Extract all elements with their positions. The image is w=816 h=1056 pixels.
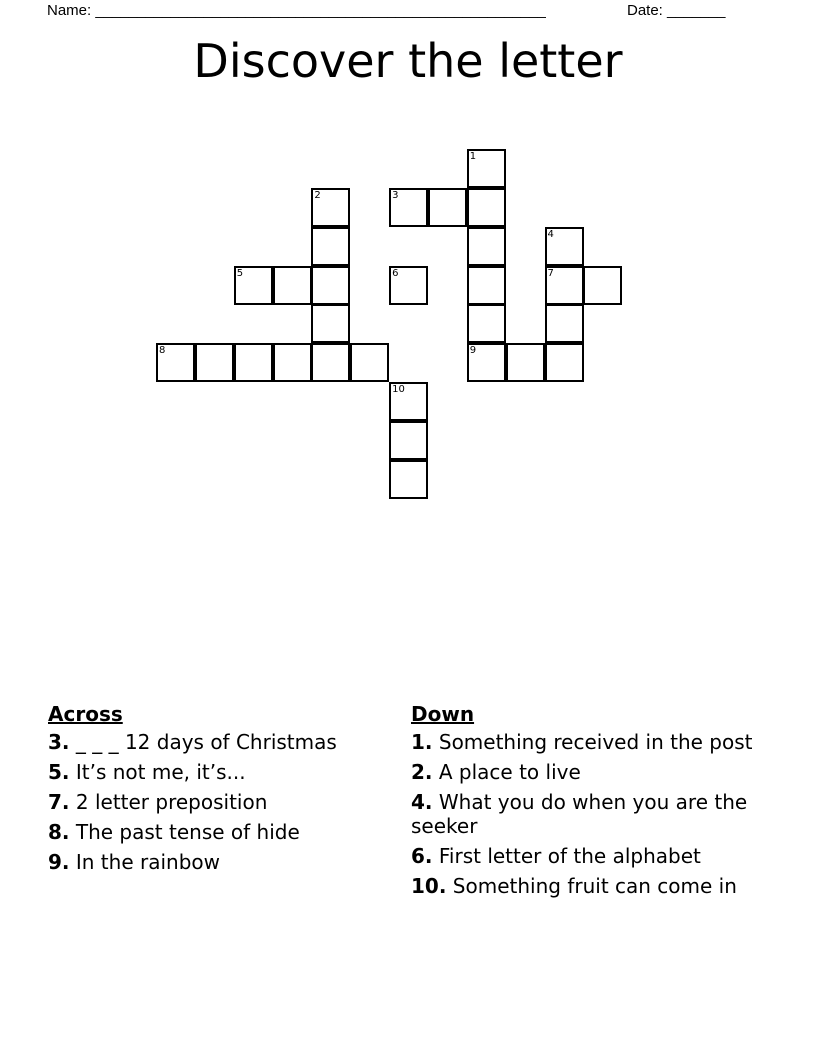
grid-cell[interactable] <box>467 188 506 227</box>
grid-cell[interactable] <box>545 266 584 305</box>
grid-cell[interactable] <box>311 343 350 382</box>
grid-cell[interactable] <box>545 227 584 266</box>
clue-text: It’s not me, it’s... <box>69 760 246 784</box>
clue-number: 4. <box>411 790 433 814</box>
clue-text: Something fruit can come in <box>446 874 737 898</box>
grid-cell[interactable] <box>311 227 350 266</box>
grid-cell[interactable] <box>234 266 273 305</box>
clue-number: 8. <box>48 820 70 844</box>
clue-across-7 <box>48 790 388 814</box>
clue-number: 3. <box>48 730 70 754</box>
across-clues <box>48 702 388 880</box>
grid-cell[interactable] <box>545 304 584 343</box>
grid-cell[interactable] <box>311 304 350 343</box>
date-field-label: Date: _______ <box>627 2 726 19</box>
clue-down-2 <box>411 760 761 784</box>
cell-number: 5 <box>236 267 244 279</box>
grid-cell[interactable] <box>195 343 234 382</box>
clue-across-8 <box>48 820 388 844</box>
cell-number: 10 <box>392 384 405 396</box>
clue-number: 2. <box>411 760 433 784</box>
clue-number: 7. <box>48 790 70 814</box>
cell-number: 8 <box>159 345 166 357</box>
clue-down-1 <box>411 730 761 754</box>
grid-cell[interactable] <box>467 149 506 188</box>
grid-cell[interactable] <box>389 460 428 499</box>
grid-cell[interactable] <box>311 266 350 305</box>
grid-cell[interactable] <box>389 382 428 421</box>
clue-text: 2 letter preposition <box>69 790 268 814</box>
clue-text: _ _ _ 12 days of Christmas <box>69 730 337 754</box>
grid-cell[interactable] <box>467 343 506 382</box>
grid-cell[interactable] <box>389 421 428 460</box>
clue-text: Something received in the post <box>432 730 753 754</box>
down-clues <box>411 702 761 904</box>
cell-number: 9 <box>469 345 477 357</box>
grid-cell[interactable] <box>311 188 350 227</box>
grid-cell[interactable] <box>273 266 312 305</box>
clue-number: 1. <box>411 730 433 754</box>
grid-cell[interactable] <box>545 343 584 382</box>
cell-number: 2 <box>314 189 321 201</box>
clue-number: 10. <box>411 874 447 898</box>
cell-number: 7 <box>547 267 554 279</box>
cell-number: 3 <box>392 189 399 201</box>
clue-number: 6. <box>411 844 433 868</box>
clue-number: 9. <box>48 850 70 874</box>
grid-cell[interactable] <box>156 343 195 382</box>
grid-cell[interactable] <box>583 266 622 305</box>
clue-across-9 <box>48 850 388 874</box>
clue-down-6 <box>411 844 761 868</box>
clue-text: First letter of the alphabet <box>432 844 701 868</box>
grid-cell[interactable] <box>273 343 312 382</box>
grid-cell[interactable] <box>389 188 428 227</box>
cell-number: 6 <box>392 267 399 279</box>
grid-cell[interactable] <box>467 304 506 343</box>
grid-cell[interactable] <box>467 227 506 266</box>
clue-text: In the rainbow <box>69 850 220 874</box>
clue-across-5 <box>48 760 388 784</box>
clue-across-3 <box>48 730 388 754</box>
clue-text: A place to live <box>432 760 581 784</box>
grid-cell[interactable] <box>467 266 506 305</box>
clue-text: The past tense of hide <box>69 820 300 844</box>
page-title: Discover the letter <box>193 34 623 88</box>
down-heading: Down <box>411 702 475 726</box>
across-heading: Across <box>48 702 123 726</box>
clue-down-10 <box>411 874 761 898</box>
grid-cell[interactable] <box>350 343 389 382</box>
name-field-label: Name: ______________________________________________________ <box>47 2 546 19</box>
clue-number: 5. <box>48 760 70 784</box>
cell-number: 1 <box>469 151 477 162</box>
grid-cell[interactable] <box>428 188 467 227</box>
grid-cell[interactable] <box>389 266 428 305</box>
clue-text: What you do when you are the seeker <box>411 790 748 838</box>
clue-down-4 <box>411 790 761 838</box>
grid-cell[interactable] <box>234 343 273 382</box>
grid-cell[interactable] <box>506 343 545 382</box>
cell-number: 4 <box>547 228 554 240</box>
